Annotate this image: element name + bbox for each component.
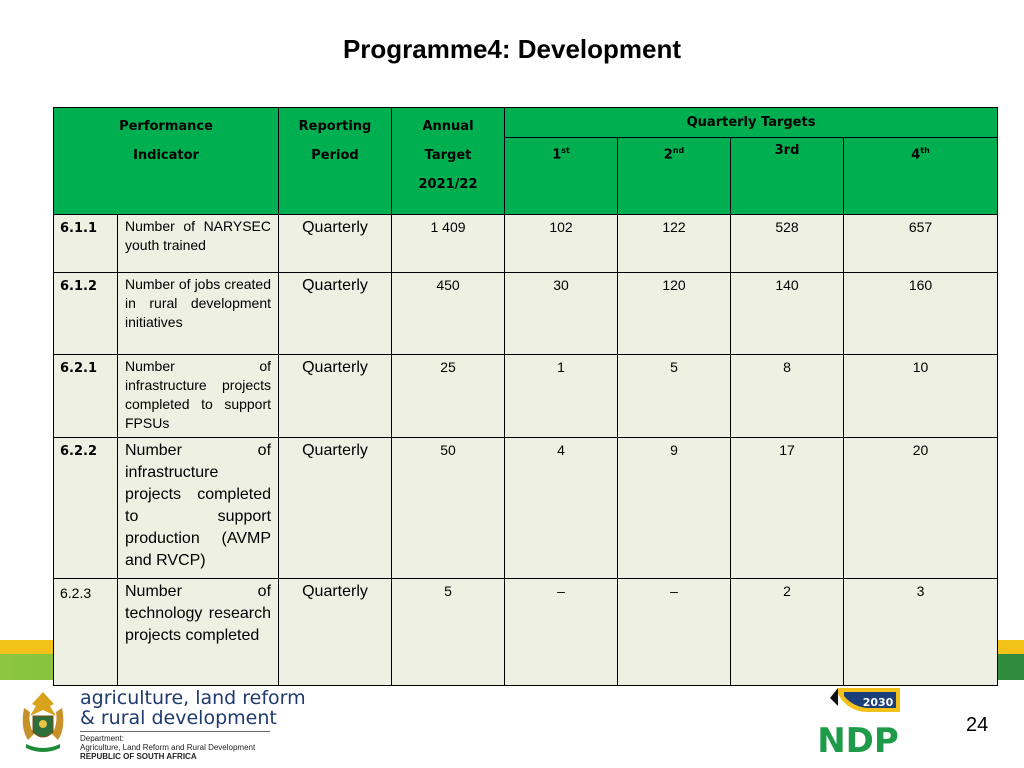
row-code: 6.2.1 xyxy=(54,355,118,438)
row-code: 6.2.3 xyxy=(54,579,118,686)
row-q2: 5 xyxy=(618,355,731,438)
header-period-line1: Reporting xyxy=(298,119,372,134)
header-row xyxy=(54,108,998,138)
header-q4 xyxy=(844,138,998,215)
header-q3-label: 3rd xyxy=(774,143,800,158)
row-q1: 1 xyxy=(505,355,618,438)
row-code: 6.2.2 xyxy=(54,438,118,579)
slide-title: Programme4: Development xyxy=(342,34,682,64)
department-name-line1: agriculture, land reform xyxy=(80,687,306,709)
table-row xyxy=(54,215,998,273)
header-quarterly-label: Quarterly Targets xyxy=(686,115,816,130)
row-q3: 528 xyxy=(731,215,844,273)
row-q2: 120 xyxy=(618,273,731,355)
department-full-name: Agriculture, Land Reform and Rural Development xyxy=(80,743,256,752)
row-indicator: Number of NARYSEC youth trained xyxy=(118,215,279,273)
coat-of-arms-logo xyxy=(18,688,68,756)
row-indicator: Number of technology research projects completed xyxy=(118,579,279,686)
row-period: Quarterly xyxy=(279,579,392,686)
row-indicator: Number of infrastructure projects completed to support FPSUs xyxy=(118,355,279,438)
row-q3: 8 xyxy=(731,355,844,438)
row-period: Quarterly xyxy=(279,273,392,355)
ndp-text: NDP xyxy=(817,721,899,761)
department-name-line2: & rural development xyxy=(80,707,277,729)
department-logo xyxy=(80,688,306,761)
row-q2: – xyxy=(618,579,731,686)
row-q4: 10 xyxy=(844,355,998,438)
header-q2-label: 2 xyxy=(663,147,673,163)
row-code: 6.1.2 xyxy=(54,273,118,355)
row-q1: 4 xyxy=(505,438,618,579)
department-divider xyxy=(80,731,270,732)
header-quarterly-targets xyxy=(505,108,998,138)
row-q2: 122 xyxy=(618,215,731,273)
row-annual-target: 5 xyxy=(392,579,505,686)
header-q1-label: 1 xyxy=(552,147,562,163)
row-q4: 160 xyxy=(844,273,998,355)
row-q3: 2 xyxy=(731,579,844,686)
ndp-year: 2030 xyxy=(862,696,894,709)
header-q4-label: 4 xyxy=(911,147,921,163)
row-q1: 102 xyxy=(505,215,618,273)
row-indicator: Number of jobs created in rural development initiatives xyxy=(118,273,279,355)
ndp-2030-logo xyxy=(808,682,908,762)
row-annual-target: 50 xyxy=(392,438,505,579)
header-q3 xyxy=(731,138,844,215)
row-period: Quarterly xyxy=(279,215,392,273)
row-indicator: Number of infrastructure projects completed to support production (AVMP and RVCP) xyxy=(118,438,279,579)
department-label: Department: xyxy=(80,734,125,743)
row-q1: – xyxy=(505,579,618,686)
table-row xyxy=(54,355,998,438)
row-annual-target: 25 xyxy=(392,355,505,438)
row-annual-target: 450 xyxy=(392,273,505,355)
row-annual-target: 1 409 xyxy=(392,215,505,273)
row-q4: 3 xyxy=(844,579,998,686)
header-q4-sup: th xyxy=(920,146,930,155)
row-q4: 657 xyxy=(844,215,998,273)
header-annual-line2: Target xyxy=(424,148,472,163)
page-number: 24 xyxy=(966,714,989,736)
header-q2 xyxy=(618,138,731,215)
table-row xyxy=(54,579,998,686)
header-annual-target xyxy=(392,108,505,215)
table-row xyxy=(54,438,998,579)
department-country: REPUBLIC OF SOUTH AFRICA xyxy=(80,752,197,761)
table-row xyxy=(54,273,998,355)
row-period: Quarterly xyxy=(279,355,392,438)
row-code: 6.1.1 xyxy=(54,215,118,273)
header-reporting-period xyxy=(279,108,392,215)
row-q1: 30 xyxy=(505,273,618,355)
row-period: Quarterly xyxy=(279,438,392,579)
header-q1 xyxy=(505,138,618,215)
row-q4: 20 xyxy=(844,438,998,579)
header-q2-sup: nd xyxy=(672,146,685,155)
performance-table xyxy=(53,107,998,686)
row-q2: 9 xyxy=(618,438,731,579)
row-q3: 17 xyxy=(731,438,844,579)
header-q1-sup: st xyxy=(561,146,570,155)
header-indicator-line1: Performance xyxy=(119,119,213,134)
header-period-line2: Period xyxy=(311,148,359,163)
row-q3: 140 xyxy=(731,273,844,355)
header-indicator-line2: Indicator xyxy=(133,148,199,163)
header-annual-line1: Annual xyxy=(422,119,474,134)
header-performance-indicator xyxy=(54,108,279,215)
header-annual-line3: 2021/22 xyxy=(418,177,478,192)
